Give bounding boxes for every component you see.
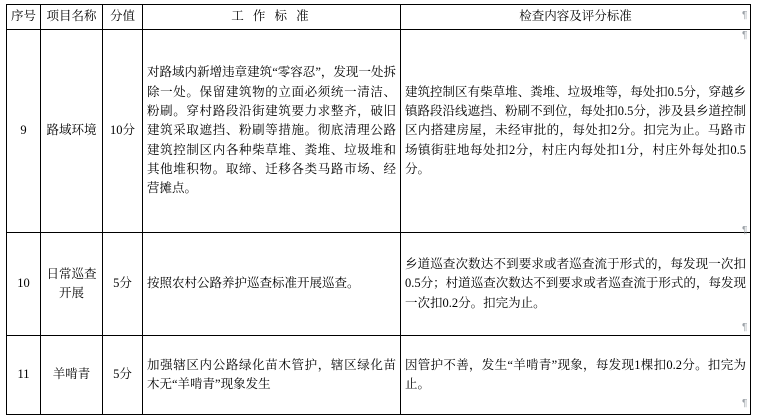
row-score: 10分	[103, 30, 143, 233]
row-check-criteria: 因管护不善，发生“羊啃青”现象，每发现1棵扣0.2分。扣完为止。	[401, 336, 751, 415]
table-header-row	[7, 5, 751, 30]
row-project-name: 羊啃青	[41, 336, 103, 415]
row-project-name: 日常巡查开展	[41, 233, 103, 336]
pilcrow-icon: ¶	[742, 225, 748, 236]
header-check-criteria: 检查内容及评分标准	[401, 5, 751, 30]
table-row	[7, 233, 751, 336]
row-work-standard: 加强辖区内公路绿化苗木管护，辖区绿化苗木无“羊啃青”现象发生	[143, 336, 401, 415]
table-row	[7, 30, 751, 233]
row-check-criteria: 建筑控制区有柴草堆、粪堆、垃圾堆等，每处扣0.5分，穿越乡镇路段沿线遮挡、粉刷不到位，每处扣0.5分，涉及县乡道控制区内搭建房屋，未经审批的，每处扣2分。扣完为止。马路市场镇街驻地每处扣2分，村庄内每处扣1分，村庄外每处扣0.5分。	[401, 30, 751, 233]
row-project-name: 路域环境	[41, 30, 103, 233]
header-seq: 序号	[7, 5, 41, 30]
row-seq: 10	[7, 233, 41, 336]
row-seq: 9	[7, 30, 41, 233]
row-score: 5分	[103, 336, 143, 415]
header-work-standard: 工 作 标 准	[143, 5, 401, 30]
pilcrow-icon: ¶	[742, 322, 748, 333]
table-row	[7, 336, 751, 415]
row-work-standard: 对路域内新增违章建筑“零容忍”，发现一处拆除一处。保留建筑物的立面必须统一清洁、粉刷。穿村路段沿街建筑要力求整齐，破旧建筑采取遮挡、粉刷等措施。彻底清理公路建筑控制区内各种柴草堆、粪堆、垃圾堆和其他堆积物。取缔、迁移各类马路市场、经营摊点。	[143, 30, 401, 233]
paragraph-marks-column	[742, 0, 756, 417]
row-score: 5分	[103, 233, 143, 336]
table-body	[7, 30, 751, 415]
header-score: 分值	[103, 5, 143, 30]
row-work-standard: 按照农村公路养护巡查标准开展巡查。	[143, 233, 401, 336]
pilcrow-icon: ¶	[742, 30, 748, 41]
table-header	[7, 5, 751, 30]
row-seq: 11	[7, 336, 41, 415]
row-check-criteria: 乡道巡查次数达不到要求或者巡查流于形式的，每发现一次扣0.5分；村道巡查次数达不到要求或者巡查流于形式的，每发现一次扣0.2分。扣完为止。	[401, 233, 751, 336]
header-project-name: 项目名称	[41, 5, 103, 30]
pilcrow-icon: ¶	[742, 10, 748, 21]
assessment-table	[6, 4, 751, 415]
pilcrow-icon: ¶	[742, 398, 748, 409]
